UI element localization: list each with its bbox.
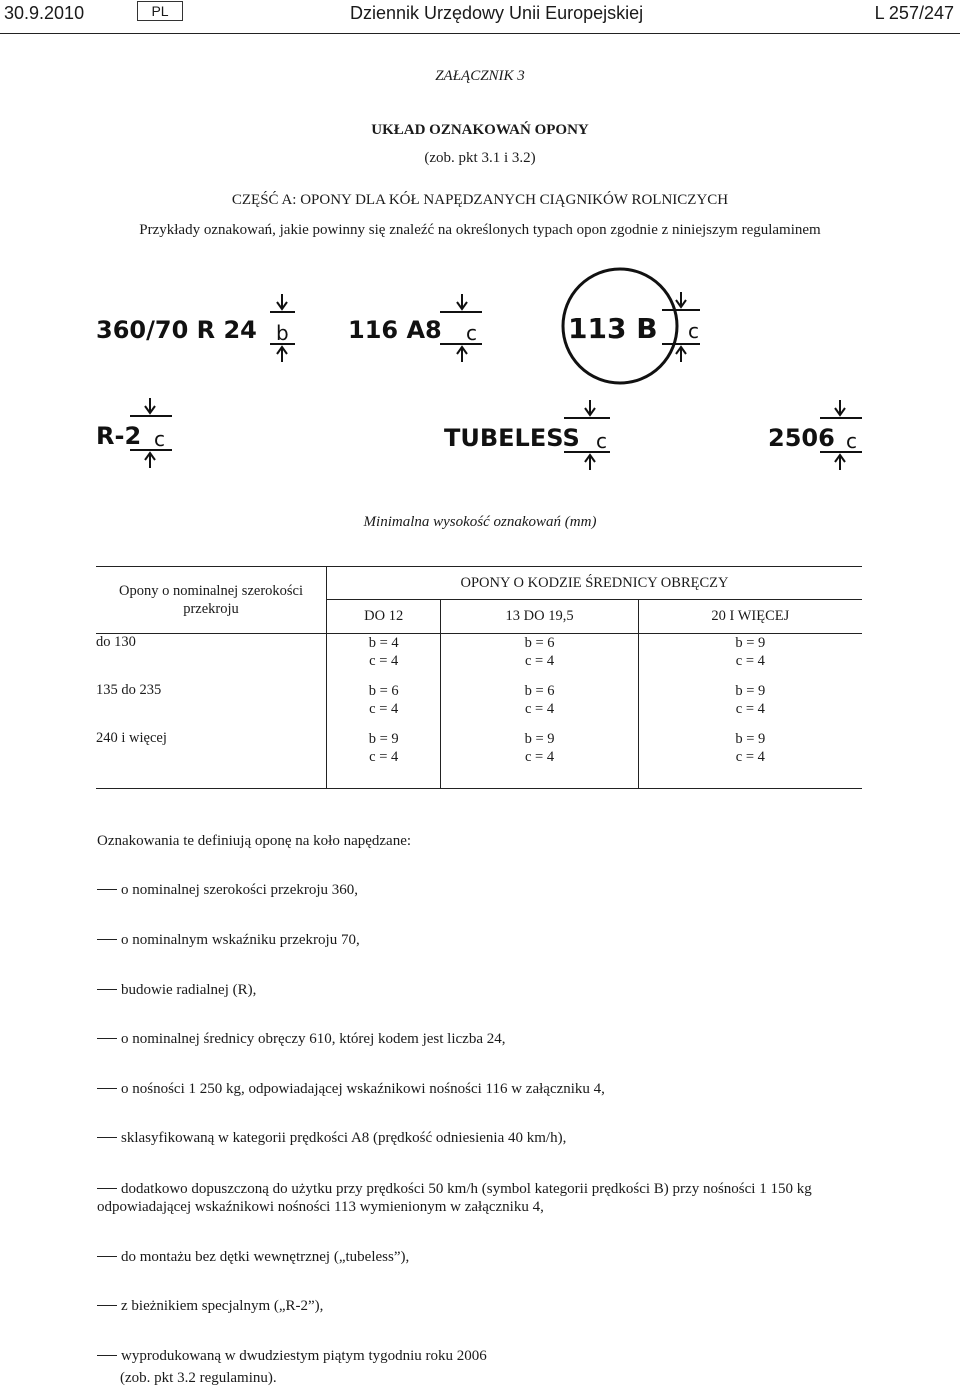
table-cell: [638, 730, 862, 789]
list-item: [97, 1248, 867, 1266]
table-row: [96, 634, 862, 683]
table-header-row: [96, 567, 862, 600]
cell-c: c = 4: [524, 653, 555, 669]
mark-tread-letter: c: [154, 427, 165, 451]
row-label: do 130: [96, 634, 327, 683]
table-cell: [327, 730, 441, 789]
dash-bullet: [97, 989, 117, 990]
table-cell: [638, 682, 862, 730]
column-header-width-line1: Opony o nominalnej szerokości: [118, 583, 304, 599]
dash-bullet: [97, 889, 117, 890]
list-item: [97, 931, 867, 949]
list-item-text: wyprodukowaną w dwudziestym piątym tygodniu roku 2006: [121, 1348, 487, 1364]
dash-bullet: [97, 1038, 117, 1039]
reference-note: (zob. pkt 3.1 i 3.2): [424, 150, 536, 166]
cell-b: b = 4: [368, 635, 399, 651]
part-heading: CZĘŚĆ A: OPONY DLA KÓŁ NAPĘDZANYCH CIĄGNIKÓW ROLNICZYCH: [231, 192, 729, 208]
row-label: 240 i więcej: [96, 730, 327, 789]
intro-text: Przykłady oznakowań, jakie powinny się znaleźć na określonych typach opon zgodnie z niniejszym regulaminem: [139, 222, 821, 238]
list-item: [97, 1129, 867, 1147]
cell-b: b = 9: [368, 731, 399, 747]
closing-reference: (zob. pkt 3.2 regulaminu).: [120, 1370, 277, 1386]
cell-b: b = 6: [368, 683, 399, 699]
list-item-text: o nominalnym wskaźniku przekroju 70,: [121, 932, 360, 948]
list-item: [97, 1347, 867, 1365]
mark-speed-letter: c: [688, 319, 699, 343]
dash-bullet: [97, 1256, 117, 1257]
page-header: [0, 0, 960, 36]
mark-tubeless-letter: c: [596, 429, 607, 453]
language-badge: PL: [137, 1, 183, 21]
row-label: 135 do 235: [96, 682, 327, 730]
cell-c: c = 4: [369, 749, 399, 765]
cell-c: c = 4: [369, 653, 399, 669]
table-cell: [441, 634, 638, 683]
dash-bullet: [97, 1305, 117, 1306]
list-item-text: dodatkowo dopuszczoną do użytku przy prędkości 50 km/h (symbol kategorii prędkości B) przy nośności 1 150 kg odpowiadającej wskaźnikowi nośności 113 wymienionym w załączniku 4,: [97, 1181, 812, 1215]
cell-c: c = 4: [735, 701, 765, 717]
list-item-text: o nośności 1 250 kg, odpowiadającej wskaźnikowi nośności 116 w załączniku 4,: [121, 1081, 605, 1097]
column-header-13-to-19-5: 13 DO 19,5: [441, 600, 638, 634]
page-number: L 257/247: [874, 3, 954, 23]
cell-c: c = 4: [524, 749, 555, 765]
cell-c: c = 4: [735, 749, 765, 765]
cell-b: b = 9: [735, 731, 766, 747]
mark-size: 360/70 R 24: [96, 316, 257, 344]
table-cell: [638, 634, 862, 683]
list-item: [97, 981, 867, 999]
list-item-text: do montażu bez dętki wewnętrznej („tubeless”),: [121, 1249, 410, 1265]
column-header-width-line2: przekroju: [183, 601, 239, 617]
publication-date: 30.9.2010: [4, 3, 85, 23]
mark-tubeless: TUBELESS: [444, 424, 580, 452]
column-header-20-and-more: 20 I WIĘCEJ: [638, 600, 862, 634]
mark-date-letter: c: [846, 429, 857, 453]
journal-title: Dziennik Urzędowy Unii Europejskiej: [350, 3, 644, 23]
cell-b: b = 6: [524, 683, 555, 699]
list-item: [97, 881, 867, 899]
cell-b: b = 9: [524, 731, 555, 747]
mark-load-letter: c: [466, 321, 477, 345]
table-cell: [327, 634, 441, 683]
mark-date-code: 2506: [768, 424, 835, 452]
table-cell: [441, 730, 638, 789]
dash-bullet: [97, 1355, 117, 1356]
definition-intro: Oznakowania te definiują oponę na koło napędzane:: [97, 833, 412, 849]
list-item-text: o nominalnej średnicy obręczy 610, której kodem jest liczba 24,: [121, 1031, 506, 1047]
annex-label: ZAŁĄCZNIK 3: [435, 68, 525, 84]
column-header-width: [96, 567, 327, 634]
cell-c: c = 4: [369, 701, 399, 717]
list-item: [97, 1297, 867, 1315]
document-title: UKŁAD OZNAKOWAŃ OPONY: [371, 122, 589, 138]
cell-c: c = 4: [735, 653, 765, 669]
cell-b: b = 9: [735, 635, 766, 651]
list-item: [97, 1180, 867, 1216]
table-cell: [441, 682, 638, 730]
mark-size-letter: b: [276, 321, 289, 345]
mark-load-index: 116 A8: [348, 316, 442, 344]
table-cell: [327, 682, 441, 730]
list-item: [97, 1080, 867, 1098]
marking-examples-figure: [90, 266, 870, 486]
marking-examples-drawing: [90, 266, 870, 486]
list-item-text: sklasyfikowaną w kategorii prędkości A8 (prędkość odniesienia 40 km/h),: [121, 1130, 567, 1146]
table-row: [96, 730, 862, 789]
dash-bullet: [97, 1137, 117, 1138]
list-item-text: z bieżnikiem specjalnym („R-2”),: [121, 1298, 324, 1314]
dash-bullet: [97, 1188, 117, 1189]
cell-c: c = 4: [524, 701, 555, 717]
header-rule: [0, 33, 960, 34]
list-item: [97, 1030, 867, 1048]
column-header-to-12: DO 12: [327, 600, 441, 634]
dash-bullet: [97, 1088, 117, 1089]
marking-height-table: [96, 566, 862, 789]
mark-tread: R-2: [96, 422, 142, 450]
mark-speed: 113 B: [568, 312, 658, 345]
column-group-header: OPONY O KODZIE ŚREDNICY OBRĘCZY: [327, 567, 863, 600]
dash-bullet: [97, 939, 117, 940]
cell-b: b = 6: [524, 635, 555, 651]
list-item-text: o nominalnej szerokości przekroju 360,: [121, 882, 359, 898]
cell-b: b = 9: [735, 683, 766, 699]
list-item-text: budowie radialnej (R),: [121, 982, 257, 998]
table-row: [96, 682, 862, 730]
table-caption: Minimalna wysokość oznakowań (mm): [363, 514, 597, 530]
